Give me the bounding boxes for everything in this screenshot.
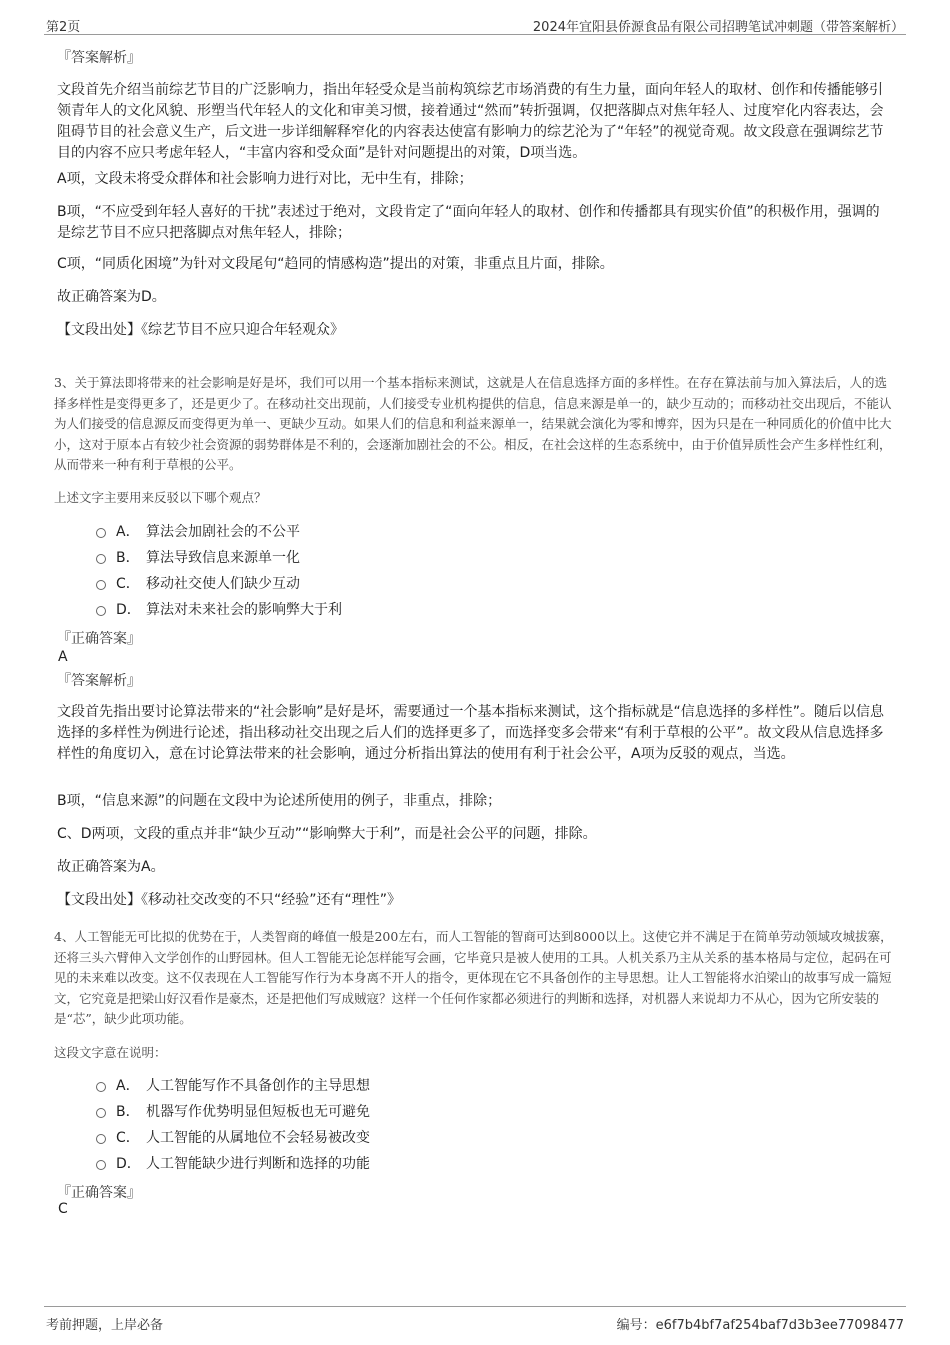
- question-3-option-d[interactable]: [96, 598, 342, 620]
- radio-icon[interactable]: [96, 528, 106, 538]
- analysis-note-b: B项，“不应受到年轻人喜好的干扰”表述过于绝对，文段肯定了“面向年轻人的取材、创作和传播都具有现实价值”的积极作用，强调的是综艺节目不应只把落脚点对焦年轻人，排除；: [57, 204, 880, 241]
- option-letter: D．: [116, 602, 141, 618]
- question-4-option-b[interactable]: [96, 1100, 370, 1122]
- option-letter: C．: [116, 1130, 140, 1146]
- option-letter: B．: [116, 1104, 140, 1120]
- option-text: 算法会加剧社会的不公平: [146, 524, 300, 540]
- analysis-label: 『答案解析』: [57, 50, 141, 66]
- correct-answer-label: 『正确答案』: [57, 1185, 141, 1201]
- analysis-note-a: A项，文段未将受众群体和社会影响力进行对比，无中生有，排除；: [57, 171, 473, 187]
- radio-icon[interactable]: [96, 606, 106, 616]
- radio-icon[interactable]: [96, 1160, 106, 1170]
- correct-answer: C: [58, 1201, 68, 1217]
- question-4-prompt: 这段文字意在说明：: [54, 1045, 167, 1060]
- option-text: 算法导致信息来源单一化: [146, 550, 300, 566]
- option-text: 机器写作优势明显但短板也无可避免: [146, 1104, 370, 1120]
- page-footer: [44, 1306, 906, 1331]
- question-3-option-c[interactable]: [96, 572, 300, 594]
- page-number: 第2页: [46, 20, 81, 35]
- option-text: 算法对未来社会的影响弊大于利: [146, 602, 342, 618]
- question-4-option-c[interactable]: [96, 1126, 370, 1148]
- option-text: 人工智能的从属地位不会轻易被改变: [146, 1130, 370, 1146]
- radio-icon[interactable]: [96, 1134, 106, 1144]
- option-letter: A．: [116, 524, 140, 540]
- document-id: 编号：e6f7b4bf7af254baf7d3b3ee77098477: [616, 1318, 904, 1333]
- question-4-option-a[interactable]: [96, 1074, 370, 1096]
- radio-icon[interactable]: [96, 554, 106, 564]
- option-text: 人工智能写作不具备创作的主导思想: [146, 1078, 370, 1094]
- option-letter: C．: [116, 576, 140, 592]
- page-header: [44, 14, 906, 35]
- option-letter: B．: [116, 550, 140, 566]
- question-3-text: 3、关于算法即将带来的社会影响是好是坏，我们可以用一个基本指标来测试，这就是人在信息选择方面的多样性。在存在算法前与加入算法后，人的选择多样性是变得更多了，还是更少了。在移动社交出现前，人们接受专业机构提供的信息，信息来源是单一的，缺少互动的；而移动社交出现后，不能认为人们接受的信息源反而变得更为单一、更缺少互动。如果人们的信息和利益来源单一，结果就会演化为零和博弈，因为只是在一种同质化的价值中比大小，这对于原本占有较少社会资源的弱势群体是不利的，会逐渐加剧社会的不公。相反，在社会这样的生态系统中，由于价值异质性会产生多样性红利，从而带来一种有利于草根的公平。: [54, 375, 892, 472]
- analysis-text: 文段首先指出要讨论算法带来的“社会影响”是好是坏，需要通过一个基本指标来测试，这个指标就是“信息选择的多样性”。随后以信息选择的多样性为例进行论述，指出移动社交出现之后人们的选择更多了，而选择变多会带来“有利于草根的公平”。故文段从信息选择多样性的角度切入，意在讨论算法带来的社会影响，通过分析指出算法的使用有利于社会公平，A项为反驳的观点，当选。: [57, 704, 885, 762]
- correct-answer-label: 『正确答案』: [57, 631, 141, 647]
- question-3-prompt: 上述文字主要用来反驳以下哪个观点？: [54, 490, 267, 505]
- question-3-option-b[interactable]: [96, 546, 300, 568]
- analysis-note-c: C项，“同质化困境”为针对文段尾句“趋同的情感构造”提出的对策，非重点且片面，排除。: [57, 256, 614, 272]
- analysis-source: 【文段出处】《移动社交改变的不只“经验”还有“理性”》: [57, 892, 402, 908]
- footer-slogan: 考前押题，上岸必备: [46, 1318, 164, 1333]
- analysis-label: 『答案解析』: [57, 673, 141, 689]
- option-text: 人工智能缺少进行判断和选择的功能: [146, 1156, 370, 1172]
- question-4-option-d[interactable]: [96, 1152, 370, 1174]
- analysis-note-cd: C、D两项，文段的重点并非“缺少互动”“影响弊大于利”，而是社会公平的问题，排除。: [57, 826, 597, 842]
- correct-answer: A: [58, 649, 68, 665]
- radio-icon[interactable]: [96, 1108, 106, 1118]
- option-letter: D．: [116, 1156, 141, 1172]
- analysis-conclusion: 故正确答案为A。: [57, 859, 165, 875]
- document-title: 2024年宜阳县侨源食品有限公司招聘笔试冲刺题（带答案解析）: [532, 20, 904, 35]
- analysis-note-b: B项，“信息来源”的问题在文段中为论述所使用的例子，非重点，排除；: [57, 793, 502, 809]
- question-4-text: 4、人工智能无可比拟的优势在于，人类智商的峰值一般是200左右，而人工智能的智商可达到8000以上。这使它并不满足于在简单劳动领域攻城拔寨，还将三头六臂伸入文学创作的山野园林。但人工智能无论怎样能写会画，它毕竟只是被人使用的工具。人机关系乃主从关系的基本格局与定位，起码在可见的未来难以改变。这不仅表现在人工智能写作行为本身离不开人的指令，更体现在它不具备创作的主导思想。让人工智能将水泊梁山的故事写成一篇短文，它究竟是把梁山好汉看作是豪杰，还是把他们写成贼寇？这样一个任何作家都必须进行的判断和选择，对机器人来说却力不从心，因为它所安装的是“芯”，缺少此项功能。: [54, 929, 893, 1026]
- radio-icon[interactable]: [96, 580, 106, 590]
- analysis-text: 文段首先介绍当前综艺节目的广泛影响力，指出年轻受众是当前构筑综艺市场消费的有生力量，面向年轻人的取材、创作和传播能够引领青年人的文化风貌、形塑当代年轻人的文化和审美习惯，接着通过“然而”转折强调，仅把落脚点对焦年轻人、过度窄化内容表达，会阻碍节目的社会意义生产，后文进一步详细解释窄化的内容表达使富有影响力的综艺沦为了“年轻”的视觉奇观。故文段意在强调综艺节目的内容不应只考虑年轻人，“丰富内容和受众面”是针对问题提出的对策，D项当选。: [57, 82, 884, 161]
- analysis-conclusion: 故正确答案为D。: [57, 289, 166, 305]
- analysis-source: 【文段出处】《综艺节目不应只迎合年轻观众》: [57, 322, 344, 338]
- option-letter: A．: [116, 1078, 140, 1094]
- option-text: 移动社交使人们缺少互动: [146, 576, 300, 592]
- question-3-option-a[interactable]: [96, 520, 300, 542]
- radio-icon[interactable]: [96, 1082, 106, 1092]
